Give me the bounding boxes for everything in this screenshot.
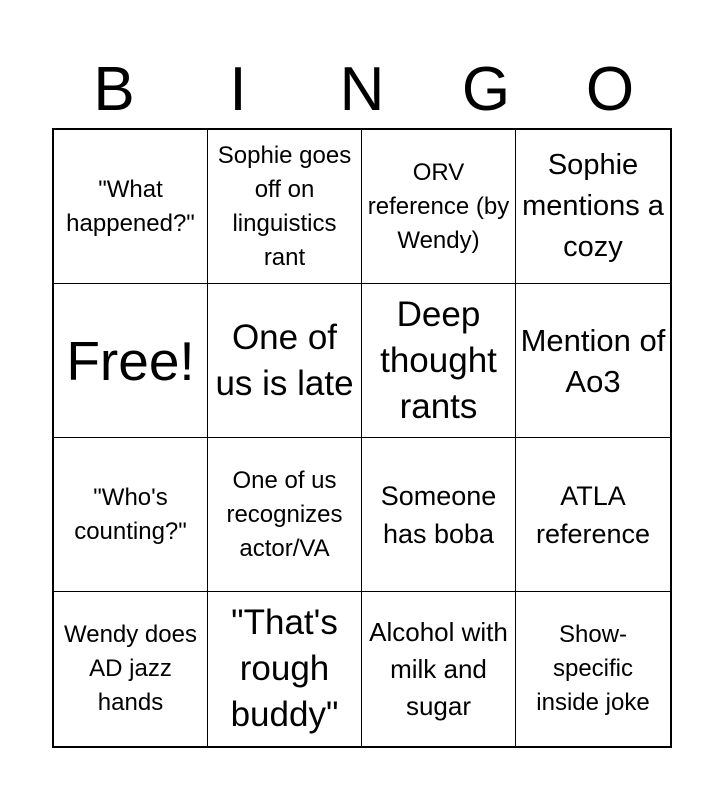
bingo-header [52,52,672,128]
cell-text: Show-specific inside joke [536,621,650,716]
bingo-cell-free[interactable] [54,284,208,438]
cell-text: Sophie goes off on linguistics rant [217,141,352,271]
cell-text: "That's rough buddy" [230,603,339,734]
bingo-cell[interactable] [54,592,208,746]
bingo-cell[interactable] [54,438,208,592]
cell-text: Sophie mentions a cozy [522,149,664,263]
cell-text: "Who's counting?" [74,483,187,545]
bingo-cell[interactable] [208,130,362,284]
cell-text: ATLA reference [535,480,651,549]
cell-text: ORV reference (by Wendy) [367,158,510,254]
header-letter-n: N [339,55,385,124]
cell-text: One of us is late [215,317,354,403]
cell-text: Deep thought rants [380,294,497,426]
header-letter-i: I [229,55,247,124]
bingo-board [52,128,672,748]
header-letter-g: G [461,55,511,124]
bingo-cell[interactable] [362,438,516,592]
bingo-cell[interactable] [54,130,208,284]
header-letter-b: B [93,55,135,124]
bingo-cell[interactable] [362,284,516,438]
bingo-cell[interactable] [208,438,362,592]
cell-text: One of us recognizes actor/VA [226,466,343,562]
header-letter-o: O [585,55,635,124]
bingo-cell[interactable] [362,130,516,284]
bingo-cell[interactable] [516,284,670,438]
bingo-cell[interactable] [208,592,362,746]
cell-text: Wendy does AD jazz hands [64,621,197,716]
cell-text: "What happened?" [66,175,195,237]
cell-text: Free! [66,329,195,392]
cell-text: Mention of Ao3 [520,322,666,399]
cell-text: Someone has boba [380,480,497,549]
bingo-cell[interactable] [516,130,670,284]
bingo-cell[interactable] [362,592,516,746]
bingo-cell[interactable] [208,284,362,438]
bingo-cell[interactable] [516,438,670,592]
bingo-cell[interactable] [516,592,670,746]
cell-text: Alcohol with milk and sugar [369,616,508,721]
